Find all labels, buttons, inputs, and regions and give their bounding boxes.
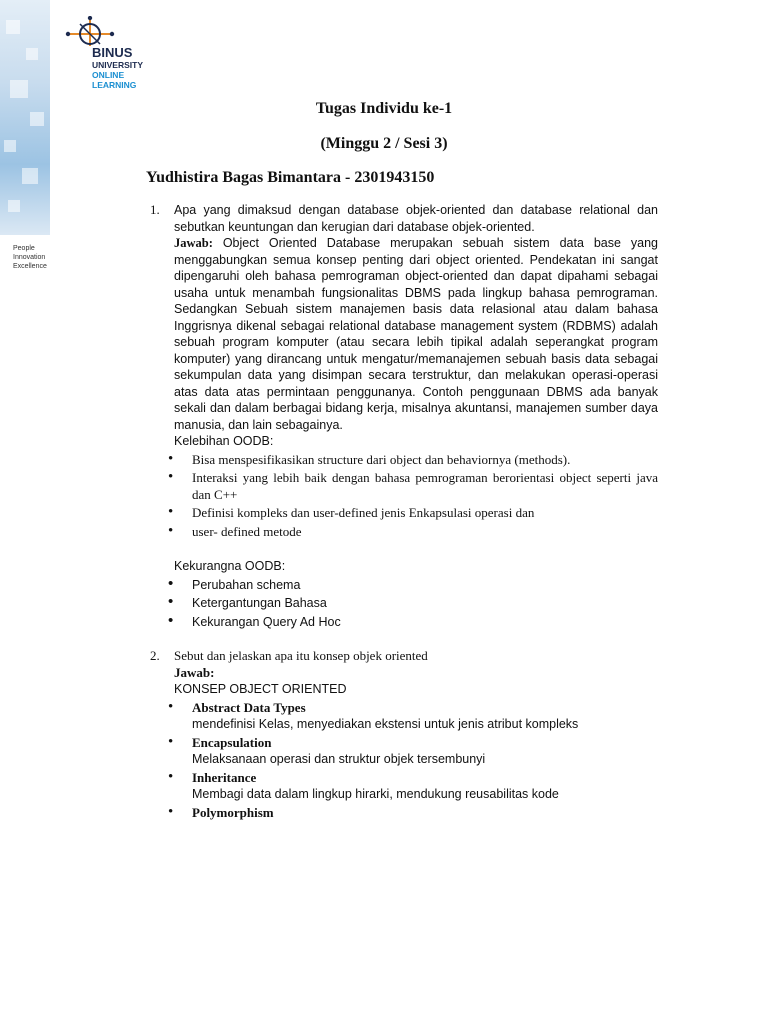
list-item: • Perubahan schema (146, 577, 658, 594)
list-item: • Interaksi yang lebih baik dengan bahasa pemrograman berorientasi object seperti java dan C++ (146, 470, 658, 503)
advantages-list (146, 452, 658, 541)
document-body (146, 202, 658, 823)
list-item: • Ketergantungan Bahasa (146, 595, 658, 612)
concept-desc: Membagi data dalam lingkup hirarki, mendukung reusabilitas kode (192, 787, 559, 801)
logo-university: UNIVERSITY (92, 60, 144, 70)
advantages-title: Kelebihan OODB: (174, 434, 274, 448)
concept-item (146, 700, 658, 733)
section-title: KONSEP OBJECT ORIENTED (174, 682, 347, 696)
concept-name: • Inheritance (192, 769, 257, 785)
logo-binus: BINUS (92, 45, 133, 60)
question-text: Apa yang dimaksud dengan database objek-oriented dan database relational dan sebutkan keuntungan dan kerugian dari database objek-oriented. (174, 203, 658, 234)
disadvantages-title: Kekurangna OODB: (174, 559, 286, 573)
logo-online: ONLINE (92, 70, 125, 80)
tagline-innovation: Innovation (13, 254, 46, 261)
question-2 (146, 648, 658, 821)
question-number: 2. (150, 648, 160, 663)
question-1 (146, 202, 658, 630)
question-number: 1. (150, 202, 160, 217)
document-subtitle: (Minggu 2 / Sesi 3) (320, 135, 448, 152)
answer-paragraph (174, 235, 658, 433)
question-text: Sebut dan jelaskan apa itu konsep objek oriented (174, 648, 428, 663)
concepts-list (146, 700, 658, 822)
list-item: • Kekurangan Query Ad Hoc (146, 614, 658, 631)
list-item: • Definisi kompleks dan user-defined jenis Enkapsulasi operasi dan (146, 505, 658, 522)
answer-label: Jawab: (174, 664, 215, 680)
concept-item (146, 805, 658, 822)
concept-item (146, 735, 658, 768)
list-item: • user- defined metode (146, 524, 658, 541)
tagline-excellence: Excellence (13, 263, 47, 270)
concept-name: • Encapsulation (192, 734, 272, 750)
list-item: • Bisa menspesifikasikan structure dari object dan behaviornya (methods). (146, 452, 658, 469)
author-name: Yudhistira Bagas Bimantara - 2301943150 (146, 169, 435, 186)
concept-desc: Melaksanaan operasi dan struktur objek tersembunyi (192, 752, 486, 766)
concept-desc: mendefinisi Kelas, menyediakan ekstensi untuk jenis atribut kompleks (192, 717, 579, 731)
logo-learning: LEARNING (92, 80, 137, 90)
answer-text: Object Oriented Database merupakan sebuah sistem data base yang menggabungkan semua konsep penting dari object oriented. Pendekatan ini sangat dipengaruhi oleh bahasa pemrograman object-oriented dan dapat dipahami sebagai usaha untuk menambah fungsionalitas DBMS pada lingkup bahasa pemrograman. Sedangkan Sebuah sistem manajemen basis data relasional atau dalam bahasa Inggrisnya dikenal sebagai relational database management system (RDBMS) adalah sebuah program komputer (atau secara lebih tipikal adalah seperangkat program komputer) yang dirancang untuk mengatur/memanajemen sebuah basis data sebagai sekumpulan data yang disimpan secara terstruktur, dan melakukan operasi-operasi atas data atas permintaan penggunanya. Contoh penggunaan DBMS ada banyak sekali dan dalam berbagai bidang kerja, misalnya akuntansi, manajemen sumber daya manusia, dan lain sebagainya. (174, 236, 658, 432)
concept-item (146, 770, 658, 803)
document-title: Tugas Individu ke-1 (315, 100, 453, 117)
answer-label: Jawab: (174, 236, 213, 250)
branding-tagline (13, 244, 47, 271)
concept-name: • Abstract Data Types (192, 699, 306, 715)
disadvantages-list (146, 577, 658, 631)
binus-logo-text (92, 46, 143, 90)
concept-name: • Polymorphism (192, 804, 274, 820)
tagline-people: People (13, 245, 35, 252)
